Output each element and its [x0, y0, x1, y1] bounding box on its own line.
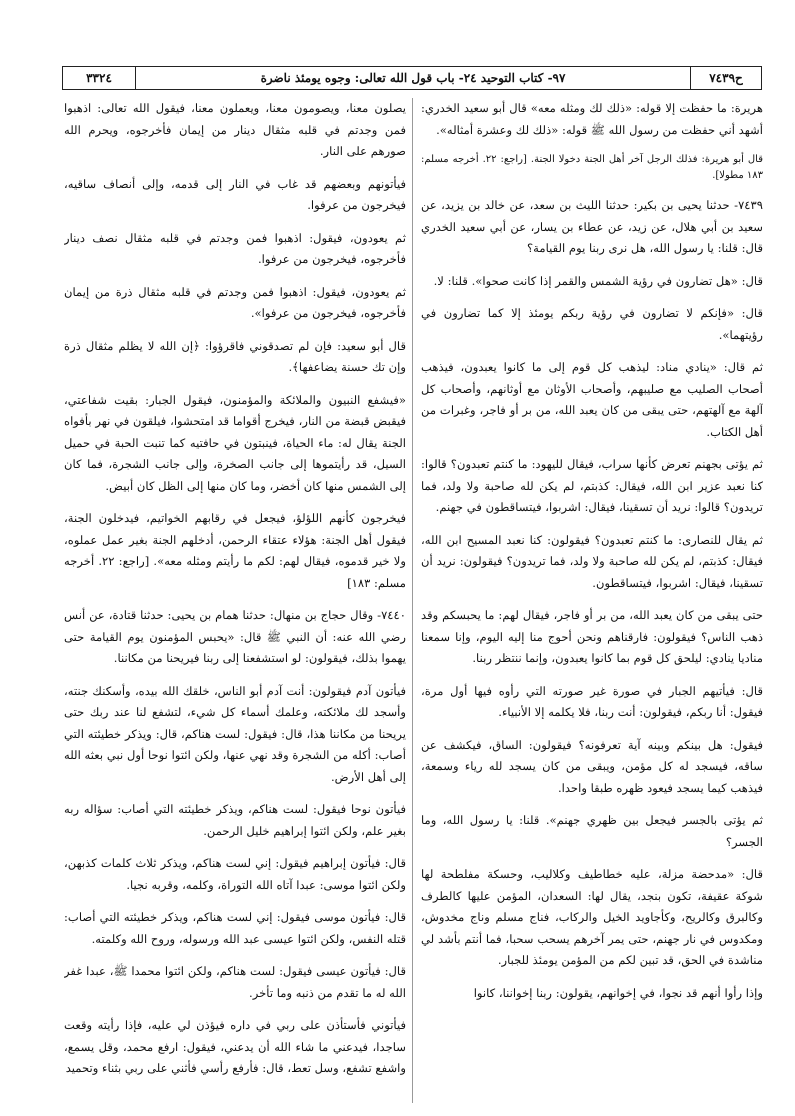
- reference-note: قال أبو هريرة: فذلك الرجل آخر أهل الجنة دخولا الجنة. [راجع: ٢٢. أخرجه مسلم: ١٨٣ مطولا].: [421, 154, 763, 181]
- paragraph: ثم قال: «ينادي مناد: ليذهب كل قوم إلى ما كانوا يعبدون، فيذهب أصحاب الصليب مع صليبهم، وأصحاب الأوثان مع أوثانهم، وأصحاب كل آلهة مع آلهتهم، حتى يبقى من كان يعبد الله، من بر أو فاجر، وغبرات من أهل الكتاب.: [421, 360, 763, 439]
- page-header: [62, 66, 762, 90]
- page-number: ٣٣٢٤: [63, 67, 136, 89]
- paragraph: فيأتونهم وبعضهم قد غاب في النار إلى قدمه، وإلى أنصاف ساقيه، فيخرجون من عرفوا.: [64, 176, 406, 212]
- hadith-opening: ٧٤٣٩- حدثنا يحيى بن بكير: حدثنا الليث بن سعد، عن خالد بن يزيد، عن سعيد بن أبي هلال، عن زيد، عن عطاء بن يسار، عن أبي سعيد الخدري قال: قلنا: يا رسول الله، هل نرى ربنا يوم القيامة؟: [421, 198, 763, 255]
- paragraph: ثم يؤتى بجهنم تعرض كأنها سراب، فيقال لليهود: ما كنتم تعبدون؟ قالوا: كنا نعبد عزير ابن الله، فيقال: كذبتم، لم يكن لله صاحبة ولا ولد، فما تريدون؟ قالوا: نريد أن تسقينا، فيقال: اشربوا، فيتساقطون في جهنم.: [421, 457, 763, 514]
- paragraph: فيأتون نوحا فيقول: لست هناكم، ويذكر خطيئته التي أصاب: سؤاله ربه بغير علم، ولكن ائتوا إبراهيم خليل الرحمن.: [64, 802, 406, 838]
- paragraph: حتى يبقى من كان يعبد الله، من بر أو فاجر، فيقال لهم: ما يحبسكم وقد ذهب الناس؟ فيقولون: فارقناهم ونحن أحوج منا إليه اليوم، وإنا سمعنا مناديا ينادي: ليلحق كل قوم بما كانوا يعبدون، وإنما ننتظر ربنا.: [421, 608, 763, 665]
- right-text-column: [421, 98, 763, 1108]
- paragraph: قال: «هل تضارون في رؤية الشمس والقمر إذا كانت صحوا». قلنا: لا.: [433, 273, 763, 288]
- paragraph: وإذا رأوا أنهم قد نجوا، في إخوانهم، يقولون: ربنا إخواننا، كانوا: [473, 985, 763, 1000]
- paragraph: «فيشفع النبيون والملائكة والمؤمنون، فيقول الجبار: بقيت شفاعتي، فيقبض قبضة من النار، فيخرج أقواما قد امتحشوا، فيلقون في نهر بأفواه الجنة يقال له: ماء الحياة، فينبتون في حافتيه كما تنبت الحبة في حميل السيل، قد رأيتموها إلى جانب الصخرة، وإلى جانب الشجرة، فما كان إلى الشمس منها كان أخضر، وما كان منها إلى الظل كان أبيض.: [64, 392, 406, 493]
- running-title: ٩٧- كتاب التوحيد ٢٤- باب قول الله تعالى: وجوه يومئذ ناضرة: [260, 71, 566, 85]
- paragraph: قال أبو سعيد: فإن لم تصدقوني فاقرؤوا: ﴿إن الله لا يظلم مثقال ذرة وإن تك حسنة يضاعفها﴾.: [64, 338, 406, 374]
- paragraph: قال: فيأتون عيسى فيقول: لست هناكم، ولكن ائتوا محمدا ﷺ، عبدا غفر الله له ما تقدم من ذنبه وما تأخر.: [64, 964, 406, 1000]
- paragraph: ثم يقال للنصارى: ما كنتم تعبدون؟ فيقولون: كنا نعبد المسيح ابن الله، فيقال: كذبتم، لم يكن لله صاحبة ولا ولد، فما تريدون؟ فيقولون: نريد أن تسقينا، فيقال: اشربوا، فيتساقطون.: [421, 532, 763, 590]
- paragraph: فيخرجون كأنهم اللؤلؤ، فيجعل في رقابهم الخواتيم، فيدخلون الجنة، فيقول أهل الجنة: هؤلاء عتقاء الرحمن، أدخلهم الجنة بغير عمل عملوه، ولا خير قدموه، فيقال لهم: لكم ما رأيتم ومثله معه». [راجع: ٢٢. أخرجه مسلم: ١٨٣]: [64, 511, 406, 590]
- paragraph: قال: «مدحضة مزلة، عليه خطاطيف وكلاليب، وحسكة مفلطحة لها شوكة عقيفة، تكون بنجد، يقال لها: السعدان، المؤمن عليها كالطرف وكالبرق وكالريح، وكأجاويد الخيل والركاب، فناج مسلم وناج مخدوش، ومكدوس في نار جهنم، حتى يمر آخرهم يسحب سحبا، فما أنتم بأشد لي مناشدة في الحق، قد تبين لكم من المؤمن يومئذ للجبار.: [421, 867, 763, 967]
- paragraph: ثم يؤتى بالجسر فيجعل بين ظهري جهنم». قلنا: يا رسول الله، وما الجسر؟: [421, 813, 763, 849]
- paragraph: هريرة: ما حفظت إلا قوله: «ذلك لك ومثله معه» قال أبو سعيد الخدري: أشهد أني حفظت من رسول الله ﷺ قوله: «ذلك لك وعشرة أمثاله».: [421, 101, 763, 137]
- hadith-opening: ٧٤٤٠- وقال حجاج بن منهال: حدثنا همام بن يحيى: حدثنا قتادة، عن أنس رضي الله عنه: أن النبي ﷺ قال: «يحبس المؤمنون يوم القيامة حتى يهموا بذلك، فيقولون: لو استشفعنا إلى ربنا فيريحنا من مكاننا.: [64, 608, 406, 665]
- hadith-range: ح٧٤٣٩: [690, 67, 761, 89]
- paragraph: ثم يعودون، فيقول: اذهبوا فمن وجدتم في قلبه مثقال ذرة من إيمان فأخرجوه، فيخرجون من عرفوا».: [64, 284, 406, 320]
- paragraph: قال: فيأتون موسى فيقول: إني لست هناكم، ويذكر خطيئته التي أصاب: قتله النفس، ولكن ائتوا عيسى عبد الله ورسوله، وروح الله وكلمته.: [64, 910, 406, 946]
- paragraph: قال: «فإنكم لا تضارون في رؤية ربكم يومئذ إلا كما تضارون في رؤيتهما».: [421, 306, 763, 342]
- paragraph: فيأتوني فأستأذن على ربي في داره فيؤذن لي عليه، فإذا رأيته وقعت ساجدا، فيدعني ما شاء الله أن يدعني، فيقول: ارفع محمد، وقل يسمع، واشفع تشفع، وسل تعط، قال: فأرفع رأسي فأثني على ربي بثناء وتحميد: [64, 1018, 406, 1075]
- paragraph: قال: فيأتون إبراهيم فيقول: إني لست هناكم، ويذكر ثلاث كلمات كذبهن، ولكن ائتوا موسى: عبدا آتاه الله التوراة، وكلمه، وقربه نجيا.: [64, 856, 406, 892]
- paragraph: قال: فيأتيهم الجبار في صورة غير صورته التي رأوه فيها أول مرة، فيقول: أنا ربكم، فيقولون: أنت ربنا، فلا يكلمه إلا الأنبياء.: [421, 683, 763, 719]
- paragraph: يصلون معنا، ويصومون معنا، ويعملون معنا، فيقول الله تعالى: اذهبوا فمن وجدتم في قلبه مثقال دينار من إيمان فأخرجوه، ويحرم الله صورهم على النار.: [64, 101, 406, 158]
- paragraph: ثم يعودون، فيقول: اذهبوا فمن وجدتم في قلبه مثقال نصف دينار فأخرجوه، فيخرجون من عرفوا.: [64, 230, 406, 266]
- paragraph: فيأتون آدم فيقولون: أنت آدم أبو الناس، خلقك الله بيده، وأسكنك جنته، وأسجد لك ملائكته، وعلمك أسماء كل شيء، لتشفع لنا عند ربك حتى يريحنا من مكاننا هذا، قال: فيقول: لست هناكم، قال: ويذكر خطيئته التي أصاب: أكله من الشجرة وقد نهي عنها، ولكن ائتوا نوحا أول نبي بعثه الله إلى أهل الأرض.: [64, 683, 406, 784]
- left-text-column: [64, 98, 406, 1108]
- column-divider: [412, 98, 413, 1103]
- paragraph: فيقول: هل بينكم وبينه آية تعرفونه؟ فيقولون: الساق، فيكشف عن ساقه، فيسجد له كل مؤمن، ويبقى من كان يسجد لله رياء وسمعة، فيذهب كيما يسجد فيعود ظهره طبقا واحدا.: [421, 737, 763, 795]
